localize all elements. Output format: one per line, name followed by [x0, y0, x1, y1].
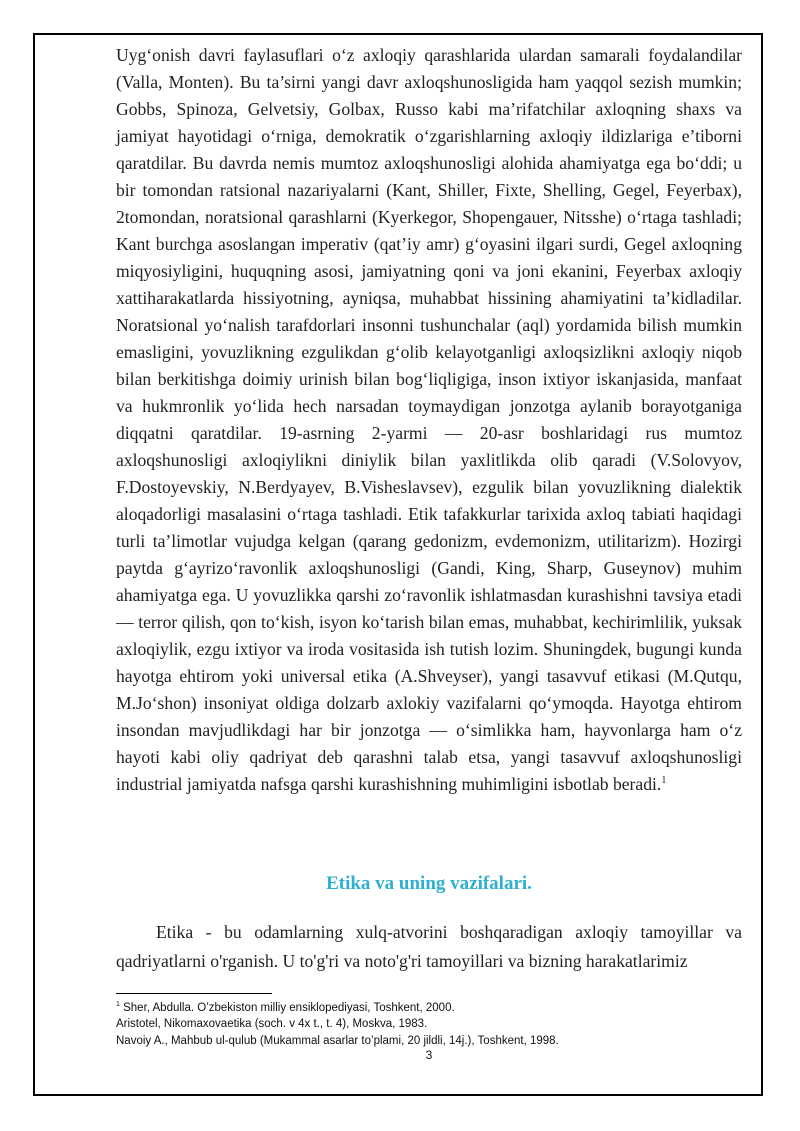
- footnote-marker: 1: [116, 1001, 120, 1008]
- footnotes: [116, 997, 756, 1049]
- section-heading: Etika va uning vazifalari.: [326, 873, 532, 894]
- footnote-item: $^1$ Sher, Abdulla. O’zbekiston milliy ensiklopediyasi, Toshkent, 2000.: [116, 1001, 455, 1014]
- footnote-reference: 1: [661, 775, 667, 787]
- footnote-item: Navoiy A., Mahbub ul-qulub (Mukammal asarlar to’plami, 20 jildli, 14j.), Toshkent, 1998.: [116, 1034, 559, 1047]
- section-paragraph: Etika - bu odamlarning xulq-atvorini boshqaradigan axloqiy tamoyillar va qadriyatlarni o'rganish. U to'g'ri va noto'g'ri tamoyillari va bizning harakatlarimiz: [116, 922, 742, 971]
- body-paragraph: [116, 42, 742, 798]
- paragraph-text: Uyg‘onish davri faylasuflari o‘z axloqiy qarashlarida ulardan samarali foydalandilar (Valla, Monten). Bu ta’sirni yangi davr axloqshunosligida ham yaqqol sezish mumkin; Gobbs, Spinoza, Gelvetsiy, Golbax, Russo kabi ma’rifatchilar axloqning shaxs va jamiyat hayotidagi o‘rniga, demokratik o‘zgarishlarning axloqiy ildizlariga e’tiborni qaratdilar. Bu davrda nemis mumtoz axloqshunosligi alohida ahamiyatga ega bo‘ddi; u bir tomondan ratsional nazariyalarni (Kant, Shiller, Fixte, Shelling, Gegel, Feyerbax), 2tomondan, noratsional qarashlarni (Kyerkegor, Shopengauer, Nitsshe) o‘rtaga tashladi; Kant burchga asoslangan imperativ (qat’iy amr) g‘oyasini ilgari surdi, Gegel axloqning miqyosiyligini, huquqning asosi, jamiyatning qoni va joni ekanini, Feyerbax axloqiy xattiharakatlarda hissiyotning, ayniqsa, muhabbat hissining ahamiyatini ta’kidladilar. Noratsional yo‘nalish tarafdorlari insonni tushunchalar (aql) yordamida bilish mumkin emasligini, yovuzlikning ezgulikdan g‘olib kelayotganligi axloqsizlikni axloqiy niqob bilan berkitishga doimiy urinish bilan bog‘liqligiga, inson ixtiyor iskanjasida, manfaat va hukmronlik yo‘lida hech narsadan toymaydigan jonzotga aylanib borayotganiga diqqatni qaratdilar. 19-asrning 2-yarmi — 20-asr boshlaridagi rus mumtoz axloqshunosligi axloqiylikni diniylik bilan yaxlitlikda olib qaradi (V.Solovyov, F.Dostoyevskiy, N.Berdyayev, B.Visheslavsev), ezgulik bilan yovuzlikning dialektik aloqadorligi masalasini o‘rtaga tashladi. Etik tafakkurlar tarixida axloq tabiati haqidagi turli ta’limotlar vujudga kelgan (qarang gedonizm, evdemonizm, utilitarizm). Hozirgi paytda g‘ayrizo‘ravonlik axloqshunosligi (Gandi, King, Sharp, Guseynov) muhim ahamiyatga ega. U yovuzlikka qarshi zo‘ravonlik ishlatmasdan kurashishni tavsiya etadi — terror qilish, qon to‘kish, isyon ko‘tarish bilan emas, muhabbat, kechirimlilik, yuksak axloqiylik, ezgu ixtiyor va iroda vositasida ish tutish lozim. Shuningdek, bugungi kunda hayotga ehtirom yoki universal etika (A.Shveyser), yangi tasavvuf etikasi (M.Qutqu, M.Jo‘shon) insoniyat oldiga dolzarb axlokiy vazifalarni qo‘ymoqda. Hayotga ehtirom insondan mavjudlikdagi har bir jonzotga — o‘simlikka ham, hayvonlarga ham o‘z hayoti kabi oliy qadriyat deb qarashni talab etsa, yangi tasavvuf axloqshunosligi industrial jamiyatda nafsga qarshi kurashishning muhimligini isbotlab beradi.: [116, 45, 742, 794]
- footnote-separator: [116, 993, 272, 994]
- footnote-item: Aristotel, Nikomaxovaetika (soch. v 4x t., t. 4), Moskva, 1983.: [116, 1018, 428, 1031]
- page-number: 3: [425, 1048, 433, 1062]
